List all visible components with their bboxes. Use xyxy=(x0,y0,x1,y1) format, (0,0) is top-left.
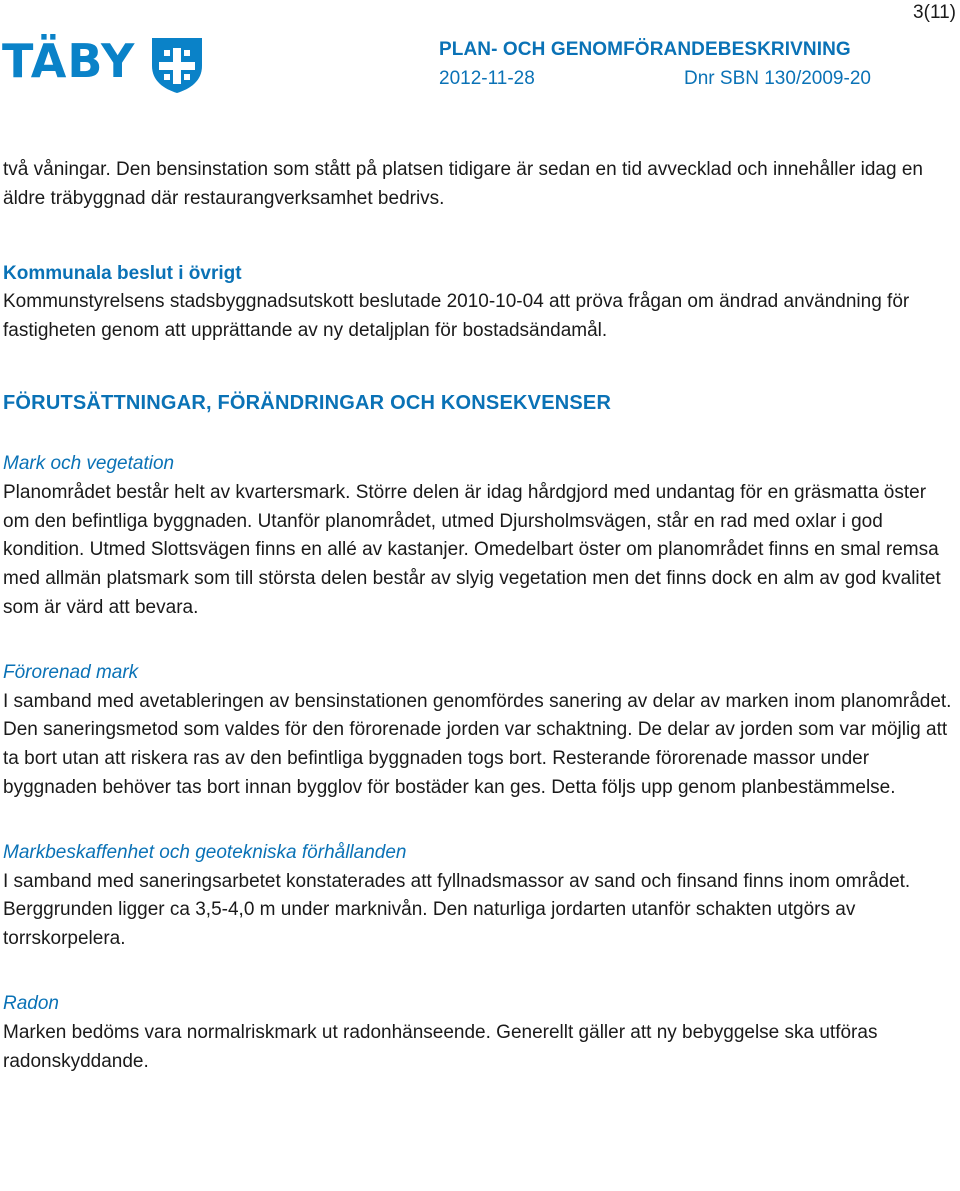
page-number: 3(11) xyxy=(913,2,956,23)
subheading-mark: Mark och vegetation xyxy=(3,452,175,474)
section-heading-kommunala: Kommunala beslut i övrigt xyxy=(3,262,242,284)
logo-wordmark: TÄBY xyxy=(2,34,136,88)
paragraph-mark: Planområdet består helt av kvartersmark. Större delen är idag hårdgjord med undantag för en gräsmatta öster om den befintliga byggnaden. Utanför planområdet, utmed Djursholmsvägen, står en rad med oxlar i god kondition. Utmed Slottsvägen finns en allé av kastanjer. Omedelbart öster om planområdet finns en smal remsa med allmän platsmark som till största delen består av slyig vegetation men det finns dock en alm av god kvalitet som är värd att bevara. xyxy=(3,481,941,618)
subheading-fororenad: Förorenad mark xyxy=(3,661,139,683)
paragraph-radon: Marken bedöms vara normalriskmark ut radonhänseende. Generellt gäller att ny bebyggelse ska utföras radonskyddande. xyxy=(3,1021,878,1072)
intro-paragraph: två våningar. Den bensinstation som stått på platsen tidigare är sedan en tid avvecklad och innehåller idag en äldre träbyggnad där restaurangverksamhet bedrivs. xyxy=(3,159,923,209)
document-title: PLAN- OCH GENOMFÖRANDEBESKRIVNING xyxy=(439,39,851,60)
paragraph-markbeskaffenhet: I samband med saneringsarbetet konstaterades att fyllnadsmassor av sand och finsand finns inom området. Berggrunden ligger ca 3,5-4,0 m under marknivån. Den naturliga jordarten utanför schakten utgörs av torrskorpelera. xyxy=(3,870,911,950)
document-body xyxy=(3,156,953,1076)
document-dnr: Dnr SBN 130/2009-20 xyxy=(684,68,871,89)
subheading-markbeskaffenhet: Markbeskaffenhet och geotekniska förhållanden xyxy=(3,841,407,863)
main-section-heading: FÖRUTSÄTTNINGAR, FÖRÄNDRINGAR OCH KONSEKVENSER xyxy=(3,391,612,414)
subheading-radon: Radon xyxy=(3,992,59,1014)
coat-of-arms-icon xyxy=(150,36,204,94)
document-date: 2012-11-28 xyxy=(439,68,535,89)
paragraph-fororenad: I samband med avetableringen av bensinstationen genomfördes sanering av delar av marken inom planområdet. Den saneringsmetod som valdes för den förorenade jorden var schaktning. De delar av jorden som var möjlig att ta bort utan att riskera ras av den befintliga byggnaden togs bort. Resterande förorenade massor under byggnaden behöver tas bort innan bygglov för bostäder kan ges. Detta följs upp genom planbestämmelse. xyxy=(3,690,952,798)
paragraph-kommunala: Kommunstyrelsens stadsbyggnadsutskott beslutade 2010-10-04 att pröva frågan om ändrad användning för fastigheten genom att upprättande av ny detaljplan för bostadsändamål. xyxy=(3,291,910,342)
